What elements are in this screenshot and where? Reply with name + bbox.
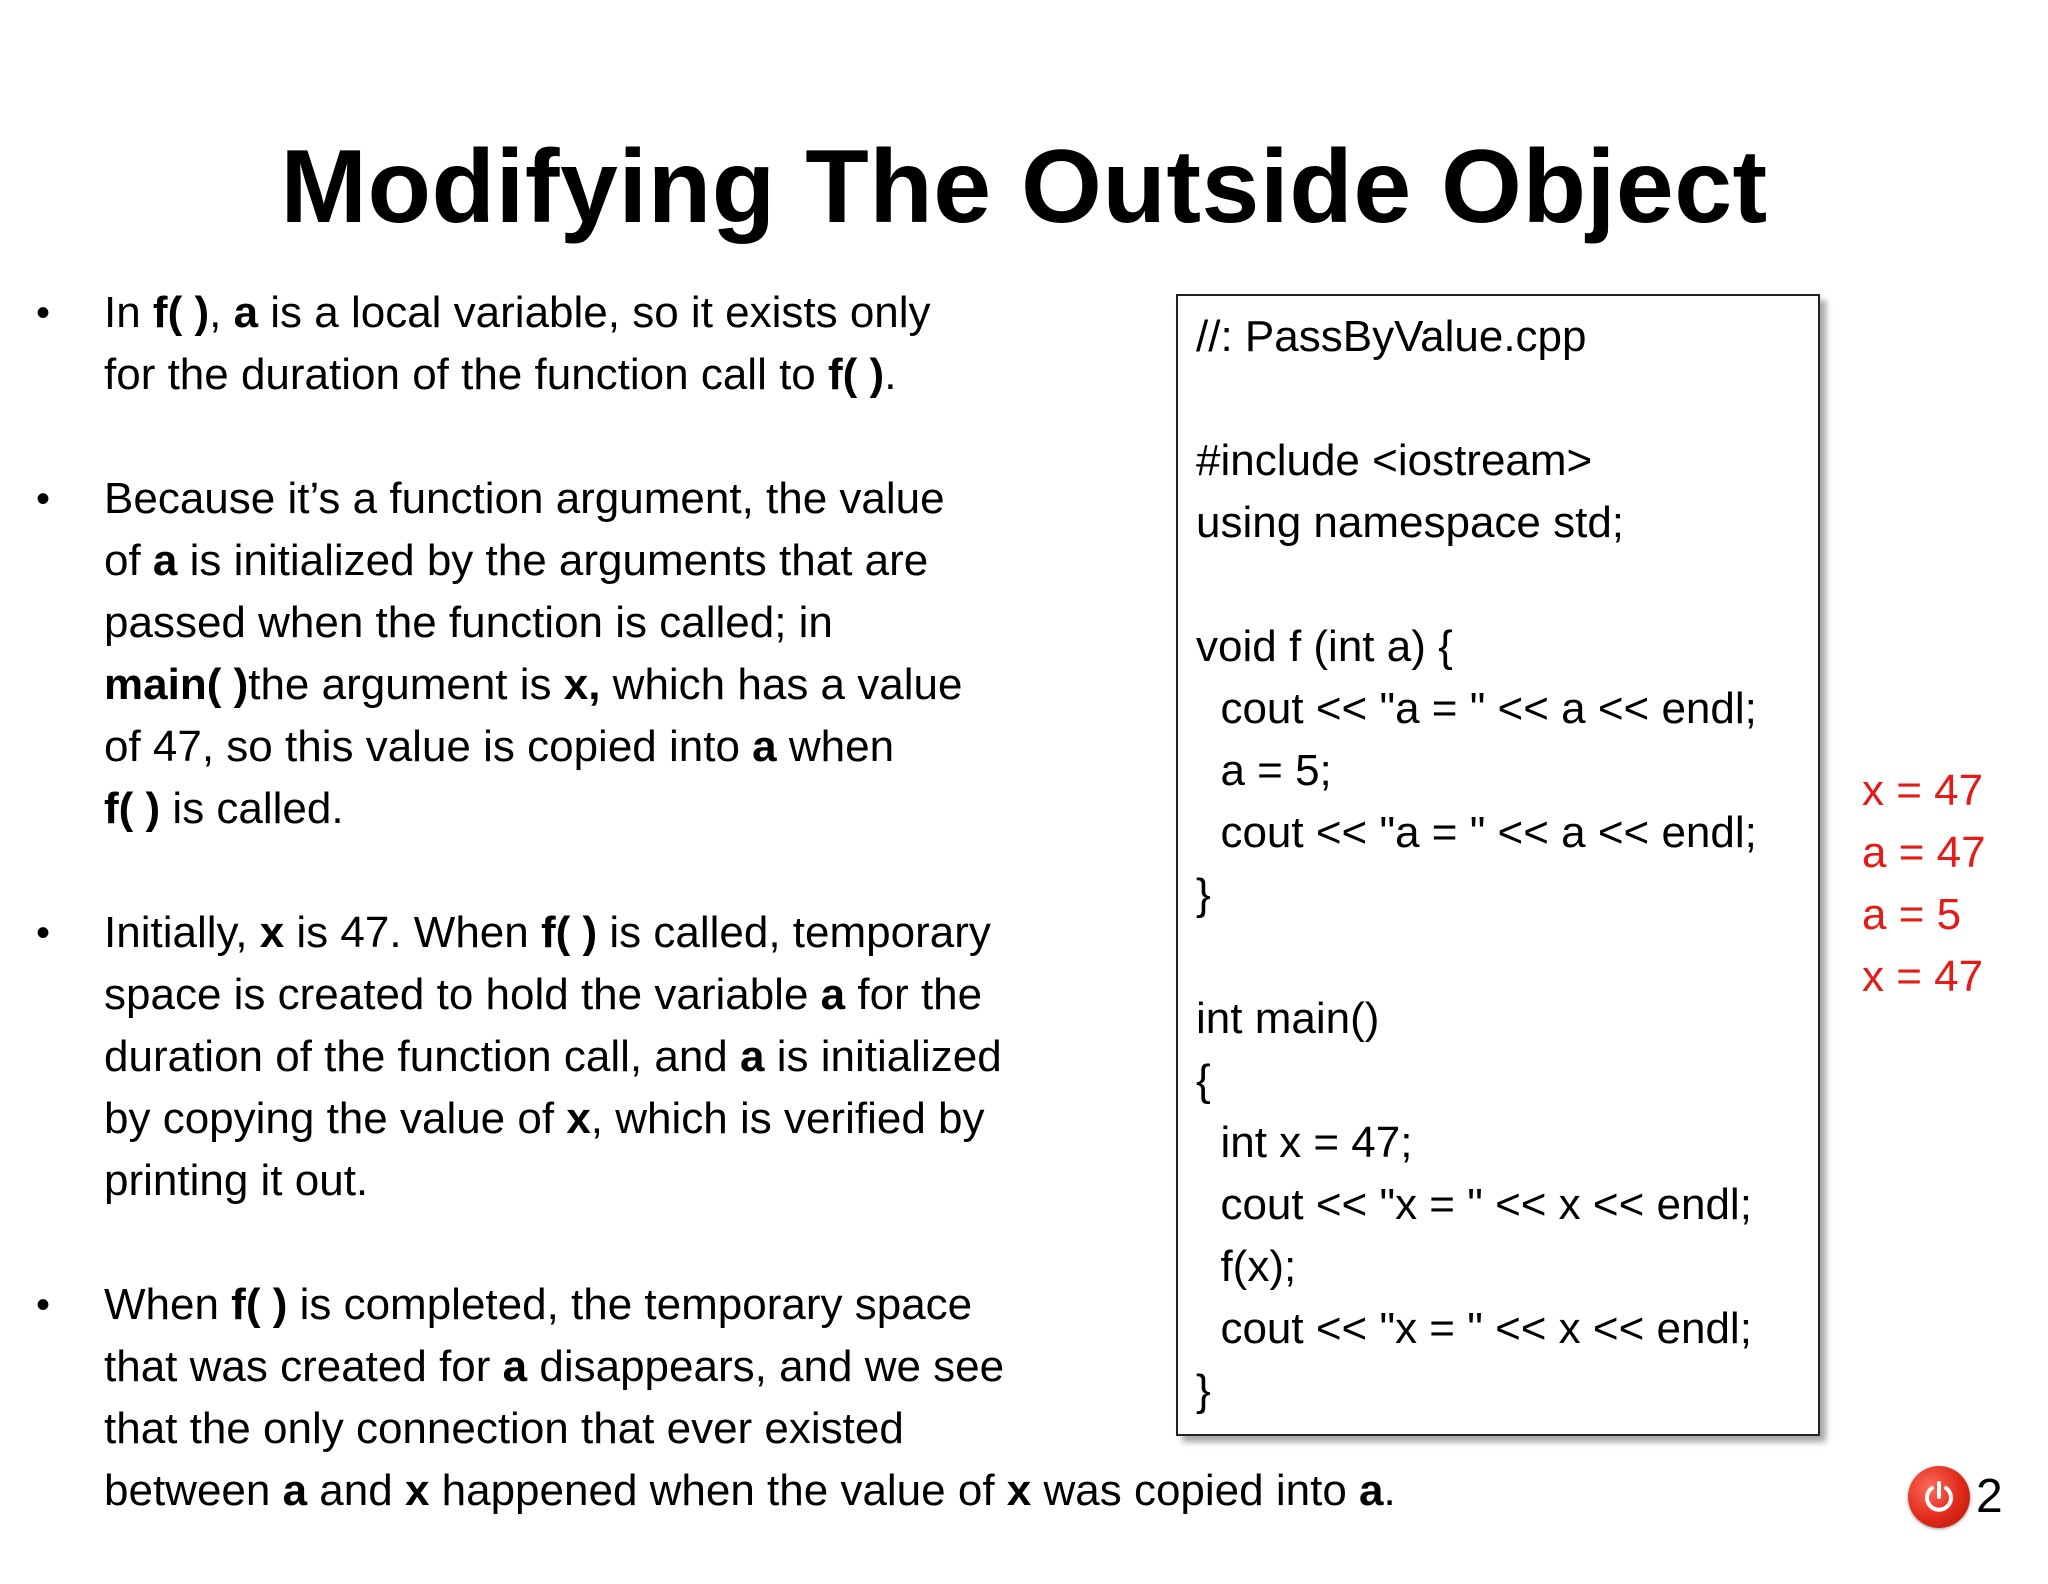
code-line xyxy=(1196,554,1818,616)
code-line: void f (int a) { xyxy=(1196,622,1453,671)
bold-term: f( ) xyxy=(540,908,598,957)
text-run: duration of the function call, and xyxy=(104,1032,740,1081)
program-output xyxy=(1862,760,1986,1008)
text-run: by copying the value of xyxy=(104,1094,567,1143)
text-run: the argument is xyxy=(248,660,564,709)
slide-title: Modifying The Outside Object xyxy=(280,129,1768,245)
bold-term: a xyxy=(152,536,178,585)
text-run: that was created for xyxy=(104,1342,503,1391)
bold-term: f( ) xyxy=(231,1280,288,1329)
bullet-marker: • xyxy=(36,911,51,955)
bullet-marker: • xyxy=(36,291,51,335)
bold-term: f( ) xyxy=(152,288,210,337)
text-run: When xyxy=(104,1280,232,1329)
text-run: , xyxy=(209,288,234,337)
code-line: int main() xyxy=(1196,994,1380,1043)
text-run: for the duration of the function call to xyxy=(104,350,829,399)
bold-term: f( ) xyxy=(104,784,161,833)
code-line: cout << "a = " << a << endl; xyxy=(1196,808,1757,857)
code-line: { xyxy=(1196,1056,1211,1105)
code-line xyxy=(1196,368,1818,430)
text-run: is called, temporary xyxy=(597,908,991,957)
text-run: that the only connection that ever existed xyxy=(104,1404,904,1453)
text-run: which has a value xyxy=(600,660,963,709)
text-run: happened when the value of xyxy=(429,1466,1007,1515)
bold-term: a xyxy=(739,1032,765,1081)
slide-footer xyxy=(1908,1464,2003,1530)
bold-term: f( ) xyxy=(828,350,885,399)
bold-term: x xyxy=(1006,1466,1032,1515)
bullet-line xyxy=(104,1460,1516,1522)
text-run: when xyxy=(776,722,895,771)
text-run: is called. xyxy=(160,784,344,833)
text-run: passed when the function is called; in xyxy=(104,598,833,647)
bold-term: a xyxy=(233,288,259,337)
code-line: } xyxy=(1196,870,1211,919)
code-line: } xyxy=(1196,1366,1211,1415)
code-line: int x = 47; xyxy=(1196,1118,1413,1167)
text-run: was copied into xyxy=(1031,1466,1360,1515)
bold-term: a xyxy=(820,970,846,1019)
text-run: space is created to hold the variable xyxy=(104,970,821,1019)
text-run: In xyxy=(104,288,153,337)
code-line xyxy=(1196,926,1818,988)
text-run: . xyxy=(884,350,897,399)
bold-term: main( ) xyxy=(104,660,249,709)
code-line: //: PassByValue.cpp xyxy=(1196,312,1587,361)
code-line: cout << "x = " << x << endl; xyxy=(1196,1304,1752,1353)
bold-term: a xyxy=(282,1466,308,1515)
text-run: between xyxy=(104,1466,283,1515)
bullet-marker: • xyxy=(36,477,51,521)
text-run: Because it’s a function argument, the value xyxy=(104,474,945,523)
bold-term: a xyxy=(502,1342,528,1391)
output-line: x = 47 xyxy=(1862,766,1984,815)
output-line: a = 5 xyxy=(1862,890,1962,939)
text-run: for the xyxy=(845,970,983,1019)
code-line: cout << "x = " << x << endl; xyxy=(1196,1180,1752,1229)
text-run: disappears, and we see xyxy=(527,1342,1005,1391)
text-run: and xyxy=(307,1466,405,1515)
bold-term: a xyxy=(1359,1466,1384,1515)
text-run: is initialized xyxy=(764,1032,1002,1081)
text-run: , which is verified by xyxy=(590,1094,985,1143)
text-run: of xyxy=(104,536,153,585)
bold-term: x xyxy=(566,1094,591,1143)
code-line: f(x); xyxy=(1196,1242,1297,1291)
code-line: cout << "a = " << a << endl; xyxy=(1196,684,1757,733)
text-run: is a local variable, so it exists only xyxy=(258,288,931,337)
text-run: Initially, xyxy=(104,908,260,957)
code-listing-box xyxy=(1176,294,1820,1436)
text-run: of 47, so this value is copied into xyxy=(104,722,753,771)
text-run: is completed, the temporary space xyxy=(287,1280,973,1329)
code-line: #include <iostream> xyxy=(1196,436,1593,485)
power-icon[interactable] xyxy=(1908,1466,1970,1528)
code-line: using namespace std; xyxy=(1196,498,1625,547)
text-run: is initialized by the arguments that are xyxy=(177,536,929,585)
code-line: a = 5; xyxy=(1196,746,1332,795)
text-run: . xyxy=(1383,1466,1396,1515)
bold-term: x xyxy=(259,908,285,957)
bullet-marker: • xyxy=(36,1283,51,1327)
bold-term: x, xyxy=(563,660,601,709)
text-run: is 47. When xyxy=(284,908,541,957)
bold-term: x xyxy=(404,1466,430,1515)
output-line: a = 47 xyxy=(1862,828,1986,877)
text-run: printing it out. xyxy=(104,1156,369,1205)
output-line: x = 47 xyxy=(1862,952,1984,1001)
bold-term: a xyxy=(752,722,777,771)
page-number: 2 xyxy=(1976,1470,2003,1523)
